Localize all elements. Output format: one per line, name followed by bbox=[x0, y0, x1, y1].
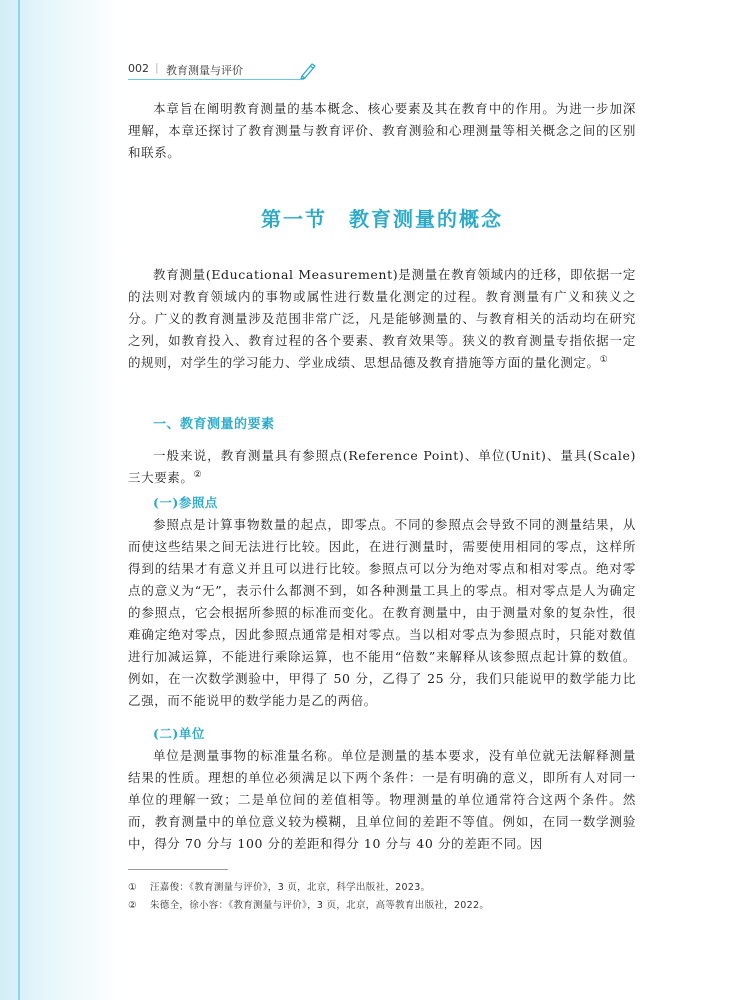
footnote-ref-1: ① bbox=[599, 354, 609, 365]
header-underline bbox=[128, 79, 304, 80]
pen-icon bbox=[298, 61, 318, 79]
heading-reference-point: (一)参照点 bbox=[153, 495, 218, 510]
heading-elements: 一、教育测量的要素 bbox=[153, 417, 275, 432]
footnote-text: 朱德全，徐小容：《教育测量与评价》，3 页，北京，高等教育出版社，2022。 bbox=[150, 900, 490, 911]
unit-paragraph: 单位是测量事物的标准量名称。单位是测量的基本要求，没有单位就无法解释测量结果的性质。理想的单位必须满足以下两个条件：一是有明确的意义，即所有人对同一单位的理解一致；二是单位间的差值相等。物理测量的单位通常符合这两个条件。然而，教育测量中的单位意义较为模糊，且单位间的差距不等值。例如，在同一数学测验中，得分 70 分与 100 分的差距和得分 10 分与 40 分的差距不同。因 bbox=[128, 748, 636, 851]
footnote-rule bbox=[128, 869, 228, 870]
book-title: 教育测量与评价 bbox=[166, 64, 243, 77]
chapter-intro: 本章旨在阐明教育测量的基本概念、核心要素及其在教育中的作用。为进一步加深理解，本章还探讨了教育测量与教育评价、教育测验和心理测量等相关概念之间的区别和联系。 bbox=[128, 101, 636, 160]
definition-paragraph bbox=[128, 264, 636, 374]
footnote-1 bbox=[128, 881, 431, 895]
definition-text: 教育测量(Educational Measurement)是测量在教育领域内的迁移，即依据一定的法则对教育领域内的事物或属性进行数量化测定的过程。教育测量有广义和狭义之分。广义的教育测量涉及范围非常广泛，凡是能够测量的、与教育相关的活动均在研究之列，如教育投入、教育过程的各个要素、教育效果等。狭义的教育测量专指依据一定的规则，对学生的学习能力、学业成绩、思想品德及教育措施等方面的量化测定。 bbox=[128, 267, 636, 370]
header-separator: | bbox=[155, 61, 159, 74]
reference-point-paragraph: 参照点是计算事物数量的起点，即零点。不同的参照点会导致不同的测量结果，从而使这些结果之间无法进行比较。因此，在进行测量时，需要使用相同的零点，这样所得到的结果才有意义并且可以进行比较。参照点可以分为绝对零点和相对零点。绝对零点的意义为“无”，表示什么都测不到，如各种测量工具上的零点。相对零点是人为确定的参照点，它会根据所参照的标准而变化。在教育测量中，由于测量对象的复杂性，很难确定绝对零点，因此参照点通常是相对零点。当以相对零点为参照点时，只能对数值进行加减运算，不能进行乘除运算，也不能用“倍数”来解释从该参照点起计算的数值。例如，在一次数学测验中，甲得了 50 分，乙得了 25 分，我们只能说甲的数学能力比乙强，而不能说甲的数学能力是乙的两倍。 bbox=[128, 517, 636, 708]
footnote-2 bbox=[128, 899, 490, 913]
section-title: 第一节 教育测量的概念 bbox=[261, 207, 503, 231]
elements-intro-text: 一般来说，教育测量具有参照点(Reference Point)、单位(Unit)、量具(Scale)三大要素。 bbox=[128, 448, 636, 485]
footnote-ref-2: ② bbox=[193, 469, 203, 480]
footnote-number: ② bbox=[128, 900, 137, 911]
elements-intro-paragraph bbox=[128, 445, 636, 489]
running-header bbox=[128, 60, 638, 90]
heading-unit: (二)单位 bbox=[153, 726, 205, 741]
page-number: 002 bbox=[128, 62, 149, 75]
footnote-text: 汪嘉俊：《教育测量与评价》，3 页，北京，科学出版社，2023。 bbox=[150, 882, 431, 893]
footnote-number: ① bbox=[128, 882, 137, 893]
